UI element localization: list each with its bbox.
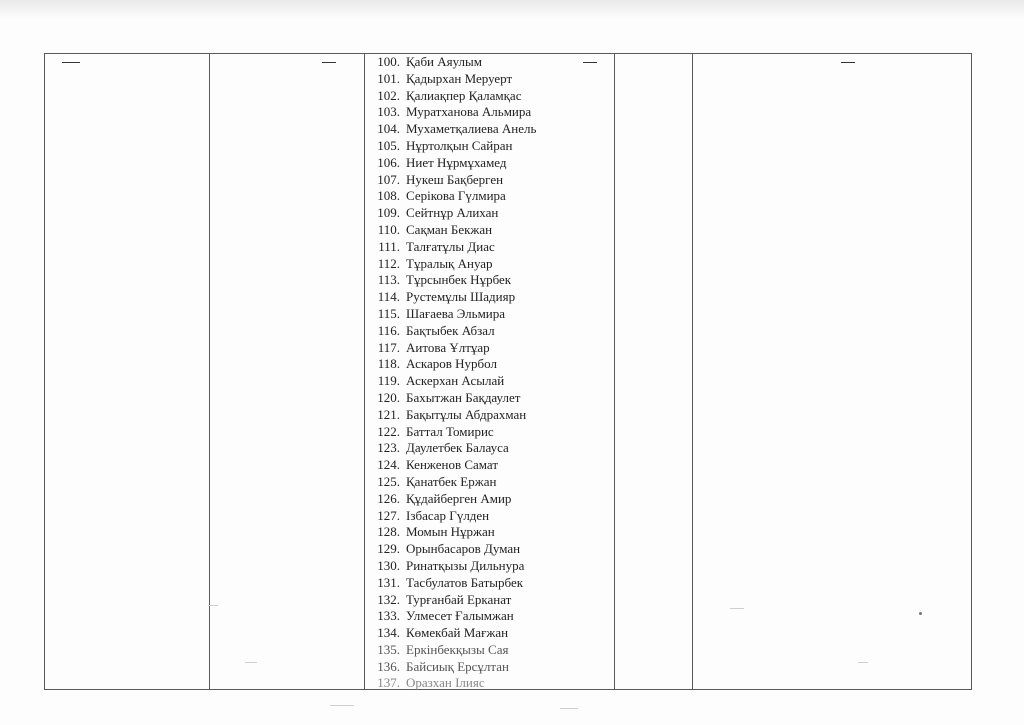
list-item [364,104,536,121]
list-item [364,71,536,88]
list-item [364,642,536,659]
student-name: Көмекбай Мағжан [406,625,509,641]
list-item [364,474,536,491]
list-item [364,188,536,205]
list-item [364,323,536,340]
scan-speck [919,612,922,615]
list-item [364,608,536,625]
list-item [364,524,536,541]
student-name: Байсиық Ерсұлтан [406,658,509,674]
row-number: 136. [377,658,400,674]
list-item [364,424,536,441]
row-number: 109. [377,205,400,221]
column-divider [614,54,615,689]
row-number: 131. [377,574,400,590]
student-name: Тұрсынбек Нұрбек [406,272,512,288]
student-name: Оразхан Ілияс [406,675,485,691]
student-list [364,54,536,692]
row-number: 135. [377,641,400,657]
list-item [364,172,536,189]
list-item [364,222,536,239]
row-number: 107. [377,171,400,187]
scan-artifact [858,662,868,663]
scan-artifact [330,705,354,706]
row-number: 101. [377,70,400,86]
student-name: Момын Нұржан [406,524,495,540]
row-number: 112. [377,255,400,271]
row-number: 113. [377,272,400,288]
list-item [364,508,536,525]
student-name: Ізбасар Гүлден [406,507,490,523]
row-number: 100. [377,54,400,69]
row-number: 111. [378,238,400,254]
student-name: Мухаметқалиева Анель [406,121,537,137]
row-number: 104. [377,121,400,137]
student-name: Бақтыбек Абзал [406,322,495,338]
list-item [364,155,536,172]
row-number: 110. [377,221,400,237]
row-number: 102. [377,87,400,103]
list-item [364,121,536,138]
list-item [364,491,536,508]
row-number: 117. [377,339,400,355]
row-number: 125. [377,473,400,489]
row-number: 122. [377,423,400,439]
row-number: 121. [377,406,400,422]
student-name: Қадырхан Меруерт [406,70,513,86]
column-divider [209,54,210,689]
row-number: 129. [377,541,400,557]
list-item [364,592,536,609]
list-item [364,256,536,273]
list-item [364,306,536,323]
row-number: 103. [377,104,400,120]
student-name: Нұртолқын Сайран [406,137,513,153]
row-number: 115. [377,305,400,321]
list-item [364,575,536,592]
student-name: Тұралық Ануар [406,255,493,271]
row-number: 132. [377,591,400,607]
student-name: Рустемұлы Шадияр [406,289,516,305]
student-name: Муратханова Альмира [406,104,532,120]
student-name: Қалиақпер Қаламқас [406,87,522,103]
column-1-dash [62,62,80,63]
list-item [364,390,536,407]
row-number: 127. [377,507,400,523]
student-name: Қаби Аяулым [406,54,483,69]
list-item [364,373,536,390]
student-name: Құдайберген Амир [406,490,512,506]
list-item [364,625,536,642]
list-item [364,440,536,457]
student-name: Тасбулатов Батырбек [406,574,524,590]
row-number: 118. [377,356,400,372]
scan-artifact [245,662,257,663]
list-item [364,541,536,558]
student-name: Орынбасаров Думан [406,541,521,557]
column-divider [692,54,693,689]
student-name: Бақытұлы Абдрахман [406,406,527,422]
scan-artifact [730,608,744,609]
student-name: Аитова Ұлтұар [406,339,490,355]
student-name: Улмесет Ғалымжан [406,608,514,624]
list-item [364,675,536,692]
row-number: 137. [377,675,400,691]
student-name: Турғанбай Ерканат [406,591,512,607]
list-item [364,659,536,676]
student-name: Серікова Гүлмира [406,188,506,204]
row-number: 126. [377,490,400,506]
list-item [364,205,536,222]
student-name: Даулетбек Балауса [406,440,509,456]
list-item [364,340,536,357]
student-name: Баттал Томирис [406,423,494,439]
list-item [364,138,536,155]
row-number: 116. [377,322,400,338]
student-name: Шағаева Эльмира [406,305,506,321]
student-name: Кенженов Самат [406,457,499,473]
row-number: 120. [377,389,400,405]
list-item [364,356,536,373]
student-name: Аскерхан Асылай [406,373,505,389]
student-name: Ринатқызы Дильнура [406,557,525,573]
scan-shadow [0,0,1024,20]
student-name: Еркінбекқызы Сая [406,641,509,657]
column-3-dash [583,62,597,63]
list-item [364,239,536,256]
row-number: 128. [377,524,400,540]
list-item [364,272,536,289]
row-number: 134. [377,625,400,641]
row-number: 124. [377,457,400,473]
column-5-dash [841,62,855,63]
student-name: Сейтнұр Алихан [406,205,499,221]
row-number: 133. [377,608,400,624]
row-number: 119. [377,373,400,389]
student-name: Ниет Нұрмұхамед [406,154,507,170]
student-name: Сақман Бекжан [406,221,493,237]
student-name: Аскаров Нурбол [406,356,497,372]
row-number: 114. [377,289,400,305]
row-number: 123. [377,440,400,456]
list-item [364,457,536,474]
row-number: 105. [377,137,400,153]
list-item [364,88,536,105]
student-name: Талғатұлы Диас [406,238,495,254]
column-2-dash [322,62,336,63]
list-item [364,289,536,306]
student-name: Бахытжан Бақдаулет [406,389,521,405]
student-name: Қанатбек Ержан [406,473,497,489]
list-item [364,407,536,424]
list-item [364,54,536,71]
row-number: 106. [377,154,400,170]
row-number: 130. [377,557,400,573]
scan-artifact [208,605,218,606]
student-name: Нукеш Бақберген [406,171,504,187]
row-number: 108. [377,188,400,204]
list-item [364,558,536,575]
scan-artifact [560,708,578,709]
